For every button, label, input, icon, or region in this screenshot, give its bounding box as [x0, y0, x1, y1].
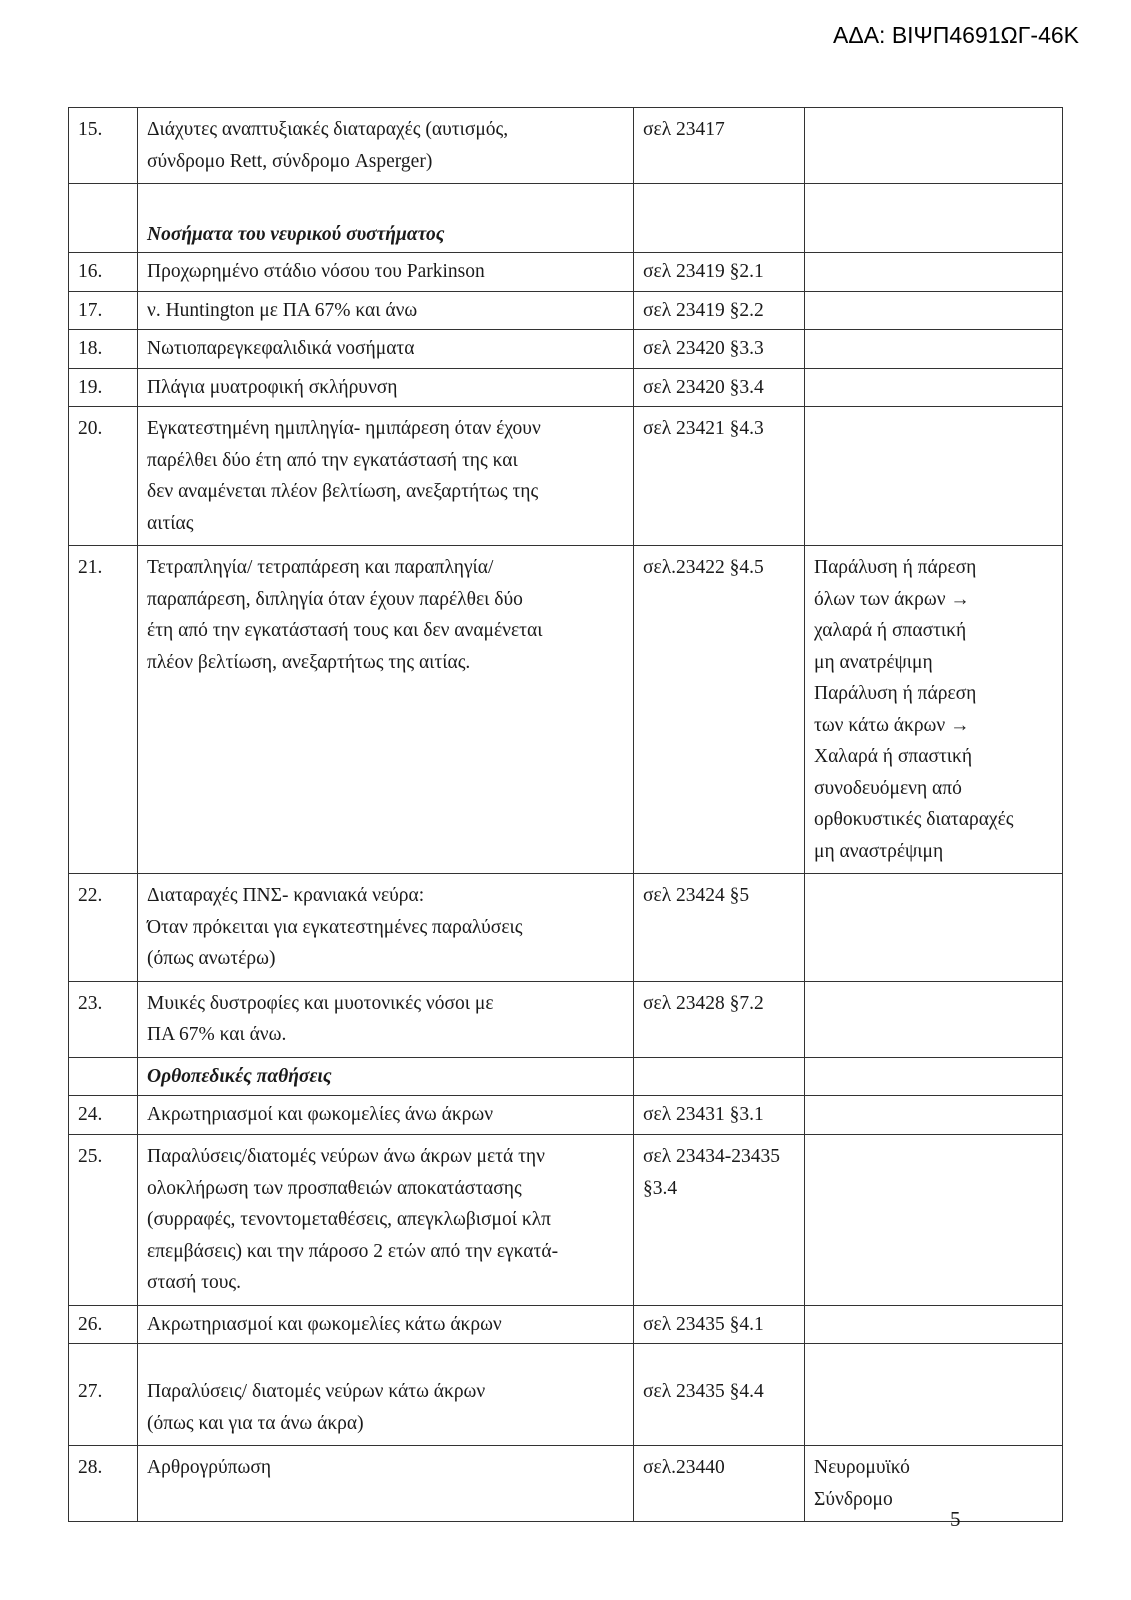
row-number: 25.: [69, 1135, 138, 1306]
row-note: [805, 981, 1063, 1057]
table-row: [69, 368, 1063, 407]
table-row: [69, 1446, 1063, 1522]
row-description: Μυικές δυστροφίες και μυοτονικές νόσοι με ΠΑ 67% και άνω.: [138, 981, 634, 1057]
row-note: [805, 108, 1063, 184]
row-reference: σελ 23428 §7.2: [634, 981, 805, 1057]
row-description: Πλάγια μυατροφική σκλήρυνση: [138, 368, 634, 407]
row-number: 27.: [69, 1344, 138, 1446]
row-note: [805, 874, 1063, 982]
row-reference: σελ 23420 §3.4: [634, 368, 805, 407]
row-number: 21.: [69, 546, 138, 874]
section-row: [69, 184, 1063, 253]
row-reference: σελ 23421 §4.3: [634, 407, 805, 546]
page-number: 5: [950, 1507, 961, 1531]
row-description: Διάχυτες αναπτυξιακές διαταραχές (αυτισμός, σύνδρομο Rett, σύνδρομο Asperger): [138, 108, 634, 184]
row-number: 26.: [69, 1305, 138, 1344]
table-row: [69, 981, 1063, 1057]
table-row: [69, 1096, 1063, 1135]
row-description: Τετραπληγία/ τετραπάρεση και παραπληγία/ παραπάρεση, διπληγία όταν έχουν παρέλθει δύο έτη από την εγκατάστασή τους και δεν αναμένεται πλέον βελτίωση, ανεξαρτήτως της αιτίας.: [138, 546, 634, 874]
table-row: [69, 546, 1063, 874]
table-row: [69, 330, 1063, 369]
row-number: 28.: [69, 1446, 138, 1522]
row-description: Εγκατεστημένη ημιπληγία- ημιπάρεση όταν έχουν παρέλθει δύο έτη από την εγκατάστασή της και δεν αναμένεται πλέον βελτίωση, ανεξαρτήτως της αιτίας: [138, 407, 634, 546]
table-row: [69, 407, 1063, 546]
row-note: [805, 330, 1063, 369]
row-description: Παραλύσεις/ διατομές νεύρων κάτω άκρων (όπως και για τα άνω άκρα): [138, 1344, 634, 1446]
row-note: [805, 253, 1063, 292]
row-number: 16.: [69, 253, 138, 292]
row-description: Ακρωτηριασμοί και φωκομελίες άνω άκρων: [138, 1096, 634, 1135]
row-number: 18.: [69, 330, 138, 369]
section-row: [69, 1057, 1063, 1096]
row-number: 20.: [69, 407, 138, 546]
row-note: Νευρομυϊκό Σύνδρομο: [805, 1446, 1063, 1522]
row-reference: σελ 23419 §2.1: [634, 253, 805, 292]
row-reference: σελ 23417: [634, 108, 805, 184]
row-number: 23.: [69, 981, 138, 1057]
row-reference: σελ 23424 §5: [634, 874, 805, 982]
row-description: Προχωρημένο στάδιο νόσου του Parkinson: [138, 253, 634, 292]
row-number: 17.: [69, 291, 138, 330]
row-number: 22.: [69, 874, 138, 982]
row-description: Ακρωτηριασμοί και φωκομελίες κάτω άκρων: [138, 1305, 634, 1344]
row-note: [805, 1096, 1063, 1135]
row-note: [805, 368, 1063, 407]
section-title: Νοσήματα του νευρικού συστήματος: [138, 184, 634, 253]
section-title: Ορθοπεδικές παθήσεις: [138, 1057, 634, 1096]
ada-code: ΑΔΑ: ΒΙΨΠ4691ΩΓ-46Κ: [833, 22, 1079, 48]
row-number: 19.: [69, 368, 138, 407]
row-reference: σελ 23435 §4.1: [634, 1305, 805, 1344]
table-row: [69, 1344, 1063, 1446]
row-reference: σελ 23419 §2.2: [634, 291, 805, 330]
row-reference: σελ 23420 §3.3: [634, 330, 805, 369]
row-description: Παραλύσεις/διατομές νεύρων άνω άκρων μετά την ολοκλήρωση των προσπαθειών αποκατάστασης (συρραφές, τενοντομεταθέσεις, απεγκλωβισμοί κλπ επεμβάσεις) και την πάροσο 2 ετών από την εγκατά- στασή τους.: [138, 1135, 634, 1306]
row-reference: σελ 23434-23435 §3.4: [634, 1135, 805, 1306]
row-note: Παράλυση ή πάρεση όλων των άκρων → χαλαρά ή σπαστική μη ανατρέψιμη Παράλυση ή πάρεση των κάτω άκρων → Χαλαρά ή σπαστική συνοδευόμενη από ορθοκυστικές διαταραχές μη αναστρέψιμη: [805, 546, 1063, 874]
row-reference: σελ.23422 §4.5: [634, 546, 805, 874]
row-note: [805, 291, 1063, 330]
row-note: [805, 1344, 1063, 1446]
row-note: [805, 407, 1063, 546]
table-row: [69, 874, 1063, 982]
table-row: [69, 1305, 1063, 1344]
table-row: [69, 253, 1063, 292]
row-note: [805, 1305, 1063, 1344]
table-row: [69, 1135, 1063, 1306]
row-reference: σελ.23440: [634, 1446, 805, 1522]
row-number: 15.: [69, 108, 138, 184]
row-description: Αρθρογρύπωση: [138, 1446, 634, 1522]
row-reference: σελ 23435 §4.4: [634, 1344, 805, 1446]
table-row: [69, 291, 1063, 330]
conditions-table: [68, 107, 1063, 1522]
row-number: 24.: [69, 1096, 138, 1135]
row-description: ν. Huntington με ΠΑ 67% και άνω: [138, 291, 634, 330]
row-note: [805, 1135, 1063, 1306]
row-description: Νωτιοπαρεγκεφαλιδικά νοσήματα: [138, 330, 634, 369]
row-description: Διαταραχές ΠΝΣ- κρανιακά νεύρα: Όταν πρόκειται για εγκατεστημένες παραλύσεις (όπως ανωτέρω): [138, 874, 634, 982]
table-row: [69, 108, 1063, 184]
row-reference: σελ 23431 §3.1: [634, 1096, 805, 1135]
